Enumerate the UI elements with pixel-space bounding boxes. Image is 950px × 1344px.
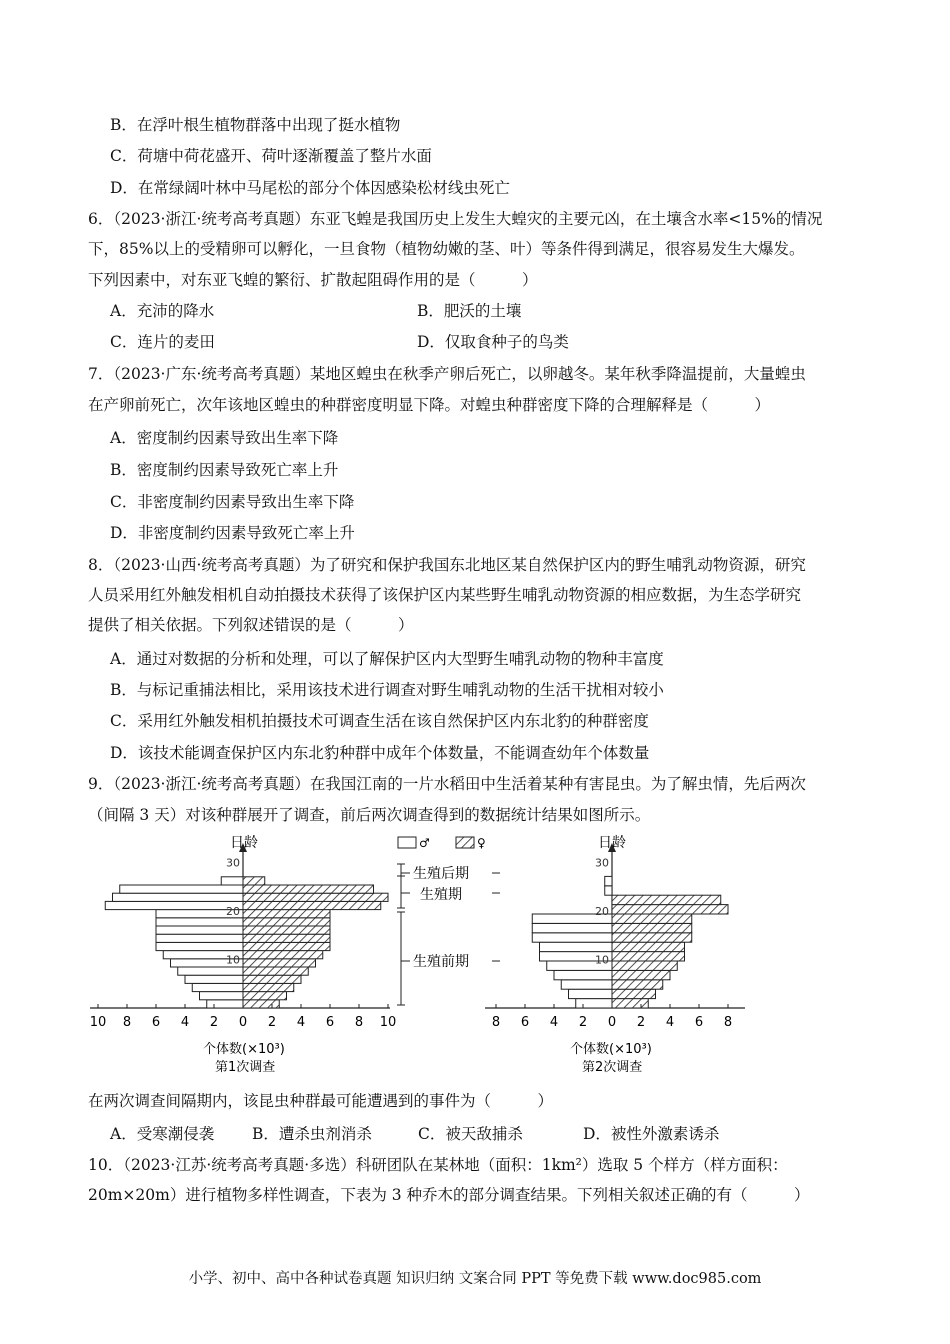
chart1-male-bar bbox=[156, 926, 243, 934]
chart1-x-tick-label: 6 bbox=[325, 1015, 335, 1030]
q8-option-b: B．与标记重捕法相比，采用该技术进行调查对野生哺乳动物的生活干扰相对较小 bbox=[110, 681, 664, 699]
chart1-male-bar bbox=[105, 901, 243, 909]
chart2-male-bar bbox=[576, 999, 612, 1008]
chart1-male-bar bbox=[185, 975, 243, 983]
chart1-female-bar bbox=[243, 893, 388, 901]
chart1-male-bar bbox=[192, 983, 243, 991]
q8-option-c: C．采用红外触发相机拍摄技术可调查生活在该自然保护区内东北豹的种群密度 bbox=[110, 712, 649, 730]
chart1-male-bar bbox=[120, 885, 243, 893]
chart1-ylabel: 日龄 bbox=[230, 835, 258, 851]
chart1-x-tick-label: 2 bbox=[267, 1015, 277, 1030]
chart1-female-bar bbox=[243, 901, 381, 909]
q6-option-c: C．连片的麦田 bbox=[110, 333, 215, 351]
chart1-female-bar bbox=[243, 918, 330, 926]
chart1-male-bar bbox=[156, 934, 243, 942]
q6-option-a: A．充沛的降水 bbox=[110, 302, 215, 320]
q9-stem-2: （间隔 3 天）对该种群展开了调查，前后两次调查得到的数据统计结果如图所示。 bbox=[88, 806, 651, 824]
chart2-ylabel: 日龄 bbox=[598, 835, 626, 851]
chart1-male-bar bbox=[156, 918, 243, 926]
q6-stem-2: 下，85%以上的受精卵可以孵化，一旦食物（植物幼嫩的茎、叶）等条件得到满足，很容易发生大爆发。 bbox=[88, 240, 805, 258]
chart2-male-bar bbox=[569, 989, 613, 998]
chart1-male-bar bbox=[113, 893, 244, 901]
q7-option-d: D．非密度制约因素导致死亡率上升 bbox=[110, 524, 355, 542]
q8-stem-2: 人员采用红外触发相机自动拍摄技术获得了该保护区内某些野生哺乳动物资源的相应数据，为生态学研究 bbox=[88, 586, 802, 604]
chart2-female-bar bbox=[612, 933, 692, 942]
chart1-y-tick-label: 30 bbox=[226, 856, 240, 870]
chart2-x-tick-label: 6 bbox=[520, 1015, 530, 1030]
page-footer: 小学、初中、高中各种试卷真题 知识归纳 文案合同 PPT 等免费下载 www.doc985.com bbox=[188, 1271, 762, 1287]
q7-stem-2: 在产卵前死亡，次年该地区蝗虫的种群密度明显下降。对蝗虫种群密度下降的合理解释是（ ） bbox=[88, 396, 771, 414]
chart2-male-bar bbox=[532, 933, 612, 942]
q8-option-d: D．该技术能调查保护区内东北豹种群中成年个体数量，不能调查幼年个体数量 bbox=[110, 744, 650, 762]
legend-male-label: ♂ bbox=[419, 836, 430, 850]
chart1-female-bar bbox=[243, 934, 330, 942]
chart2-female-bar bbox=[612, 942, 685, 951]
chart2-title: 第2次调查 bbox=[582, 1060, 643, 1075]
chart2-x-tick-label: 4 bbox=[665, 1015, 675, 1030]
chart2-xlabel: 个体数(×10³) bbox=[570, 1042, 652, 1057]
chart1-female-bar bbox=[243, 967, 308, 975]
chart2-female-bar bbox=[612, 980, 663, 989]
chart1-female-bar bbox=[243, 983, 294, 991]
q7-option-b: B．密度制约因素导致死亡率上升 bbox=[110, 461, 339, 479]
age-pyramid-figure bbox=[80, 830, 760, 1085]
legend-male-swatch bbox=[398, 837, 416, 848]
chart1-female-bar bbox=[243, 877, 265, 885]
q7-stem-1: 7．（2023·广东·统考高考真题）某地区蝗虫在秋季产卵后死亡，以卵越冬。某年秋季降温提前，大量蝗虫 bbox=[88, 365, 806, 383]
chart1-male-bar bbox=[156, 942, 243, 950]
chart2-y-tick-label: 10 bbox=[595, 953, 609, 967]
chart2-female-bar bbox=[612, 895, 721, 904]
legend-female-label: ♀ bbox=[477, 836, 486, 850]
chart1-female-bar bbox=[243, 951, 323, 959]
chart2-female-bar bbox=[612, 923, 692, 932]
chart2-x-tick-label: 2 bbox=[578, 1015, 588, 1030]
q9-option-d: D．被性外激素诱杀 bbox=[583, 1125, 720, 1143]
chart1-y-tick-label: 10 bbox=[226, 953, 240, 967]
chart1-x-tick-label: 10 bbox=[379, 1015, 397, 1030]
q7-option-a: A．密度制约因素导致出生率下降 bbox=[110, 429, 339, 447]
q10-stem-2: 20m×20m）进行植物多样性调查，下表为 3 种乔木的部分调查结果。下列相关叙述正确的有（ ） bbox=[88, 1186, 810, 1204]
chart1-male-bar bbox=[178, 967, 243, 975]
q9-stem-1: 9．（2023·浙江·统考高考真题）在我国江南的一片水稻田中生活着某种有害昆虫。为了解虫情，先后两次 bbox=[88, 775, 806, 793]
q5-option-b: B．在浮叶根生植物群落中出现了挺水植物 bbox=[110, 116, 401, 134]
chart1-male-bar bbox=[207, 1000, 243, 1008]
q7-option-c: C．非密度制约因素导致出生率下降 bbox=[110, 493, 355, 511]
chart1-x-tick-label: 6 bbox=[151, 1015, 161, 1030]
chart2-female-bar bbox=[612, 970, 670, 979]
chart2-male-bar bbox=[561, 980, 612, 989]
chart2-x-tick-label: 8 bbox=[723, 1015, 733, 1030]
chart1-x-tick-label: 8 bbox=[354, 1015, 364, 1030]
q5-option-c: C．荷塘中荷花盛开、荷叶逐渐覆盖了整片水面 bbox=[110, 147, 432, 165]
chart1-female-bar bbox=[243, 926, 330, 934]
chart2-x-tick-label: 2 bbox=[636, 1015, 646, 1030]
chart2-female-bar bbox=[612, 905, 728, 914]
chart2-female-bar bbox=[612, 989, 656, 998]
legend-female-swatch bbox=[456, 837, 474, 848]
q6-stem-3: 下列因素中，对东亚飞蝗的繁衍、扩散起阻碍作用的是（ ） bbox=[88, 271, 538, 289]
chart1-xlabel: 个体数(×10³) bbox=[203, 1042, 285, 1057]
chart1-x-tick-label: 10 bbox=[89, 1015, 107, 1030]
chart1-female-bar bbox=[243, 1000, 279, 1008]
q10-stem-1: 10．（2023·江苏·统考高考真题·多选）科研团队在某林地（面积：1km²）选取 5 个样方（样方面积： bbox=[88, 1156, 788, 1174]
chart2-male-bar bbox=[605, 876, 612, 885]
chart2-female-bar bbox=[612, 999, 648, 1008]
chart1-female-bar bbox=[243, 959, 316, 967]
chart2-x-tick-label: 0 bbox=[607, 1015, 617, 1030]
chart2-female-bar bbox=[612, 914, 692, 923]
chart2-x-tick-label: 8 bbox=[491, 1015, 501, 1030]
stage-reproductive: 生殖期 bbox=[420, 887, 462, 903]
chart1-female-bar bbox=[243, 885, 374, 893]
chart2-y-tick-label: 20 bbox=[595, 905, 609, 918]
chart1-female-bar bbox=[243, 992, 287, 1000]
chart1-male-bar bbox=[200, 992, 244, 1000]
q6-option-b: B．肥沃的土壤 bbox=[417, 302, 522, 320]
q9-option-b: B．遭杀虫剂消杀 bbox=[252, 1125, 372, 1143]
q8-stem-1: 8．（2023·山西·统考高考真题）为了研究和保护我国东北地区某自然保护区内的野生哺乳动物资源，研究 bbox=[88, 556, 806, 574]
q6-option-d: D．仅取食种子的鸟类 bbox=[417, 333, 569, 351]
q8-stem-3: 提供了相关依据。下列叙述错误的是（ ） bbox=[88, 616, 414, 634]
chart1-female-bar bbox=[243, 942, 330, 950]
chart1-male-bar bbox=[221, 877, 243, 885]
chart2-male-bar bbox=[605, 886, 612, 895]
chart2-x-tick-label: 6 bbox=[694, 1015, 704, 1030]
chart1-title: 第1次调查 bbox=[215, 1060, 276, 1075]
chart1-female-bar bbox=[243, 910, 330, 918]
stage-post-reproductive: 生殖后期 bbox=[413, 866, 469, 882]
chart2-female-bar bbox=[612, 961, 677, 970]
q8-option-a: A．通过对数据的分析和处理，可以了解保护区内大型野生哺乳动物的物种丰富度 bbox=[110, 650, 664, 668]
chart2-male-bar bbox=[554, 970, 612, 979]
q9-question: 在两次调查间隔期内，该昆虫种群最可能遭遇到的事件为（ ） bbox=[88, 1092, 554, 1110]
chart1-y-tick-label: 20 bbox=[226, 905, 240, 918]
chart2-x-tick-label: 4 bbox=[549, 1015, 559, 1030]
chart2-female-bar bbox=[612, 952, 685, 961]
q6-stem-1: 6．（2023·浙江·统考高考真题）东亚飞蝗是我国历史上发生大蝗灾的主要元凶，在土壤含水率<15%的情况 bbox=[88, 210, 823, 228]
stage-pre-reproductive: 生殖前期 bbox=[413, 954, 469, 970]
chart1-x-tick-label: 0 bbox=[238, 1015, 248, 1030]
q9-option-a: A．受寒潮侵袭 bbox=[110, 1125, 215, 1143]
chart1-x-tick-label: 2 bbox=[209, 1015, 219, 1030]
chart2-male-bar bbox=[540, 942, 613, 951]
chart2-y-tick-label: 30 bbox=[595, 856, 609, 870]
chart1-x-tick-label: 8 bbox=[122, 1015, 132, 1030]
q5-option-d: D．在常绿阔叶林中马尾松的部分个体因感染松材线虫死亡 bbox=[110, 179, 510, 197]
chart2-male-bar bbox=[532, 923, 612, 932]
q9-option-c: C．被天敌捕杀 bbox=[418, 1125, 523, 1143]
chart1-female-bar bbox=[243, 975, 301, 983]
chart1-x-tick-label: 4 bbox=[296, 1015, 306, 1030]
chart1-x-tick-label: 4 bbox=[180, 1015, 190, 1030]
